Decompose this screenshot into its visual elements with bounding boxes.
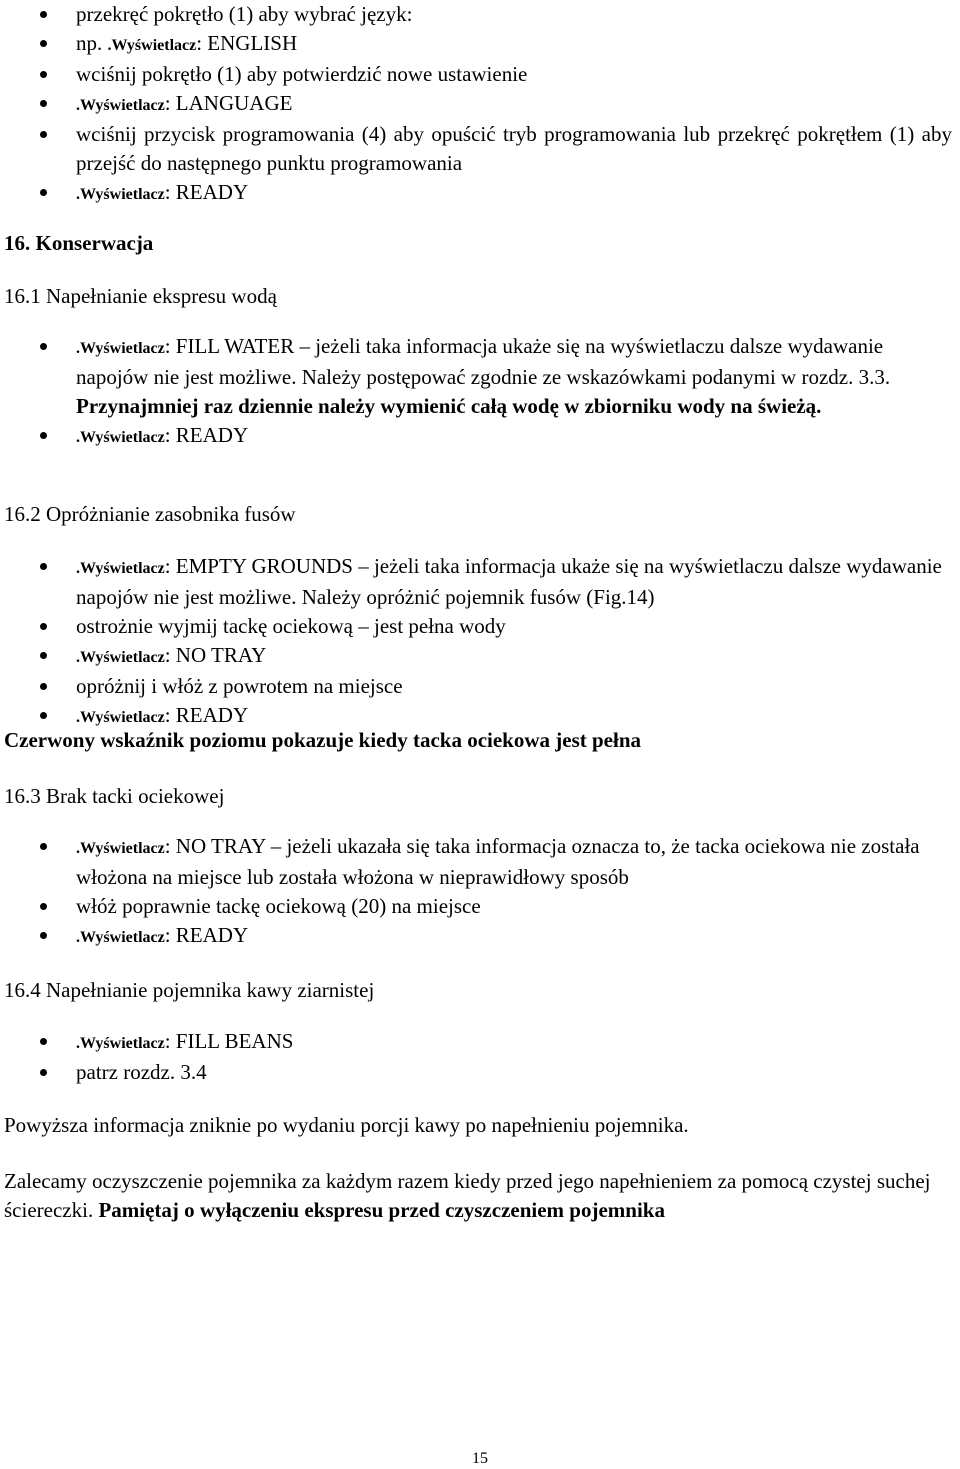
list-16-3 (0, 832, 960, 952)
page-number: 15 (472, 1450, 488, 1467)
item-text: patrz rozdz. 3.4 (76, 1060, 207, 1084)
display-value: : FILL BEANS (164, 1029, 294, 1053)
cleaning-paragraph (4, 1167, 939, 1225)
list-16-4 (0, 1027, 960, 1087)
item-text: włóż poprawnie tackę ociekową (20) na miejsce (76, 894, 481, 918)
info-paragraph: Powyższa informacja zniknie po wydaniu porcji kawy po napełnieniu pojemnika. (4, 1113, 689, 1137)
list-item (0, 672, 960, 701)
list-item (0, 120, 960, 178)
item-text: : NO TRAY – jeżeli ukazała się taka informacja oznacza to, że tacka ociekowa nie została włożona na miejsce lub została włożona w nieprawidłowy sposób (76, 834, 920, 889)
display-label: .Wyświetlacz (76, 1035, 165, 1052)
subsection-heading-16-1: 16.1 Napełnianie ekspresu wodą (4, 284, 277, 308)
item-text: np. (76, 31, 108, 55)
list-item (0, 1058, 960, 1087)
list-16-2 (0, 552, 960, 732)
list-item (0, 892, 960, 921)
display-label: .Wyświetlacz (76, 709, 165, 726)
item-text: : EMPTY GROUNDS – jeżeli taka informacja ukaże się na wyświetlaczu dalsze wydawanie napojów nie jest możliwe. Należy opróżnić pojemnik fusów (Fig.14) (76, 554, 942, 609)
subsection-heading-16-3: 16.3 Brak tacki ociekowej (4, 784, 225, 808)
display-value: : READY (164, 180, 249, 204)
item-text: wciśnij pokrętło (1) aby potwierdzić nowe ustawienie (76, 62, 528, 86)
display-label: .Wyświetlacz (76, 560, 165, 577)
display-label: .Wyświetlacz (76, 929, 165, 946)
top-instruction-list (0, 0, 960, 209)
list-item (0, 612, 960, 641)
list-item (0, 332, 960, 421)
display-value: : NO TRAY (164, 643, 267, 667)
list-item (0, 832, 960, 892)
display-label: .Wyświetlacz (76, 340, 165, 357)
display-label: .Wyświetlacz (76, 429, 165, 446)
list-item (0, 178, 960, 209)
item-text: ostrożnie wyjmij tackę ociekową – jest pełna wody (76, 614, 506, 638)
display-label: .Wyświetlacz (76, 840, 165, 857)
tray-indicator-note: Czerwony wskaźnik poziomu pokazuje kiedy tacka ociekowa jest pełna (4, 728, 642, 752)
list-item (0, 89, 960, 120)
display-value: : LANGUAGE (164, 91, 293, 115)
list-item (0, 1027, 960, 1058)
display-label: .Wyświetlacz (76, 186, 165, 203)
section-heading: 16. Konserwacja (4, 231, 154, 255)
display-value: : READY (164, 923, 249, 947)
subsection-heading-16-4: 16.4 Napełnianie pojemnika kawy ziarnistej (4, 978, 375, 1002)
list-item (0, 29, 960, 60)
important-note: Przynajmniej raz dziennie należy wymienić całą wodę w zbiorniku wody na świeżą. (76, 394, 822, 418)
list-item (0, 0, 960, 29)
list-16-1 (0, 332, 960, 452)
item-text: : FILL WATER – jeżeli taka informacja ukaże się na wyświetlaczu dalsze wydawanie napojów nie jest możliwe. Należy postępować zgodnie ze wskazówkami podanymi w rozdz. 3.3. (76, 334, 891, 389)
list-item (0, 552, 960, 612)
display-value: : ENGLISH (196, 31, 298, 55)
list-item (0, 641, 960, 672)
list-item (0, 421, 960, 452)
item-text: opróżnij i włóż z powrotem na miejsce (76, 674, 403, 698)
display-value: : READY (164, 703, 249, 727)
display-label: .Wyświetlacz (76, 649, 165, 666)
item-text: przekręć pokrętło (1) aby wybrać język: (76, 2, 413, 26)
list-item (0, 60, 960, 89)
paragraph-text: Zalecamy oczyszczenie pojemnika za każdym razem kiedy przed jego napełnieniem za pomocą czystej suchej ściereczki. (4, 1169, 931, 1222)
item-text: wciśnij przycisk programowania (4) aby opuścić tryb programowania lub przekręć pokrętłem (1) aby przejść do następnego punktu programowania (76, 122, 952, 175)
display-label: .Wyświetlacz (76, 97, 165, 114)
subsection-heading-16-2: 16.2 Opróżnianie zasobnika fusów (4, 502, 296, 526)
display-label: .Wyświetlacz (107, 37, 197, 54)
important-note: Pamiętaj o wyłączeniu ekspresu przed czyszczeniem pojemnika (98, 1198, 665, 1222)
display-value: : READY (164, 423, 249, 447)
list-item (0, 921, 960, 952)
